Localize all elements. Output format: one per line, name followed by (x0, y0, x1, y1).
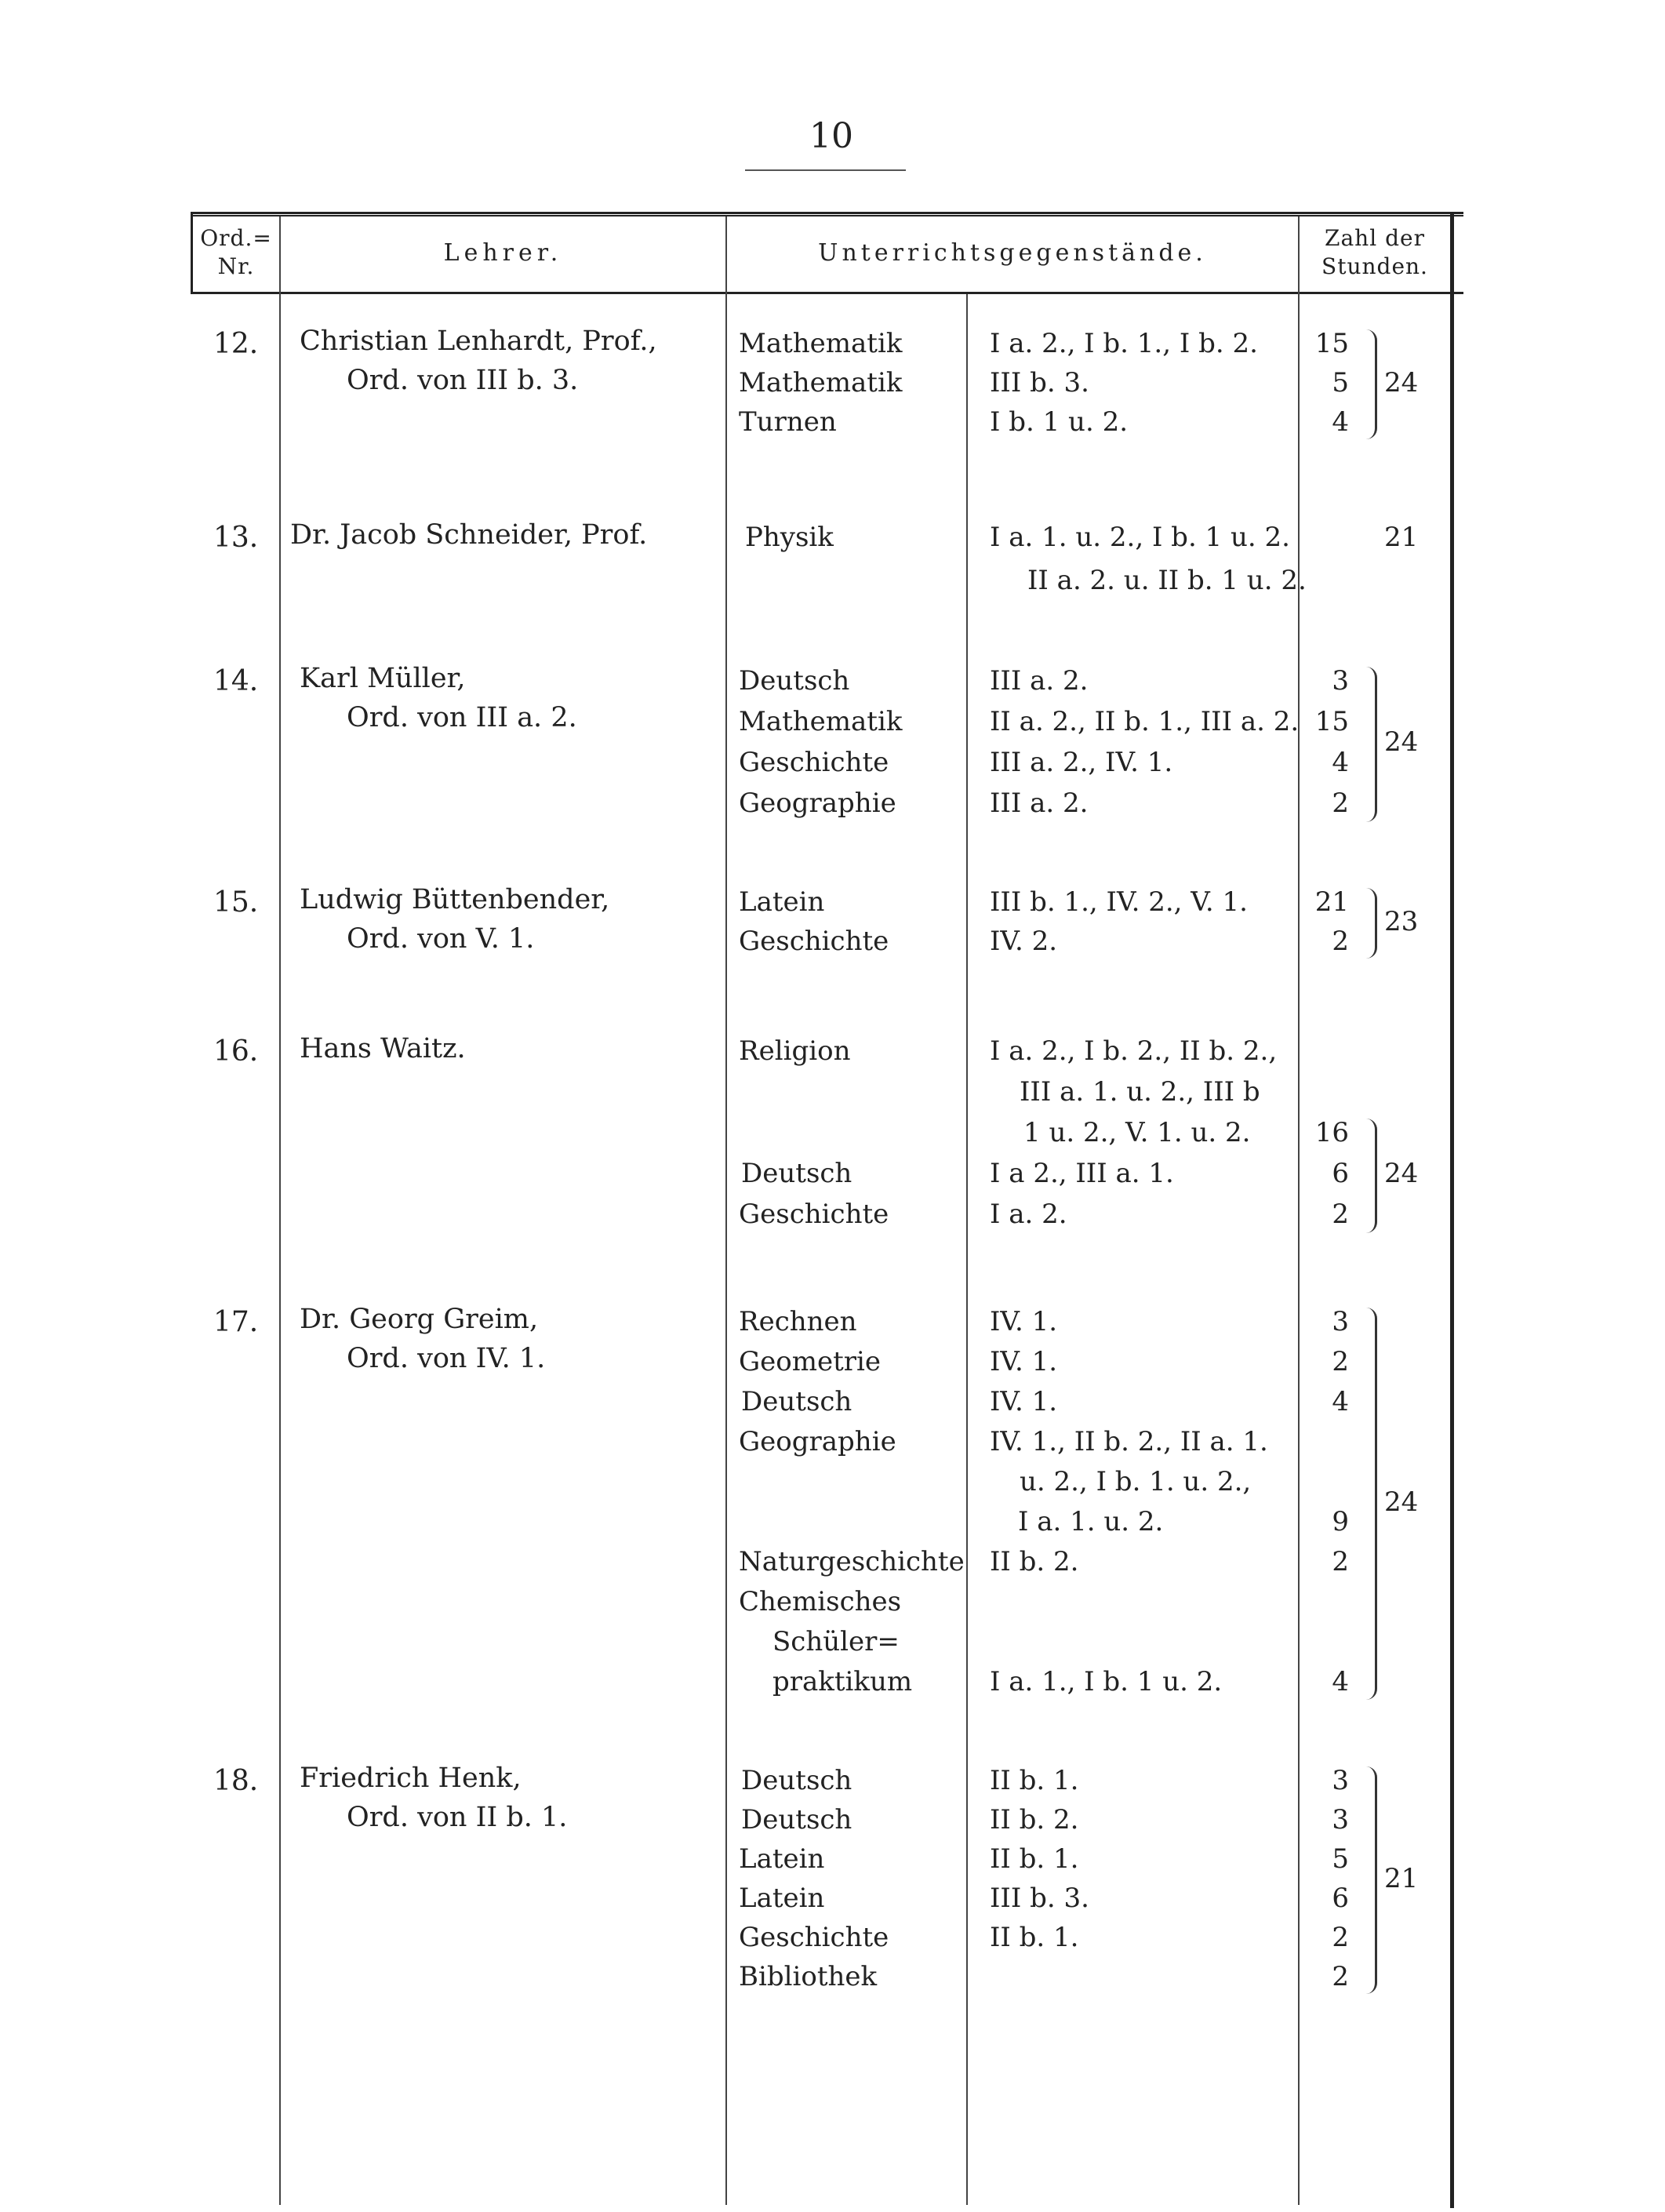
class-cell: IV. 1. (990, 1346, 1058, 1377)
class-cell: u. 2., I b. 1. u. 2., (1020, 1466, 1252, 1497)
hours-cell: 21 (1314, 886, 1349, 918)
hours-cell: 16 (1314, 1117, 1349, 1148)
hours-cell: 4 (1332, 1666, 1349, 1697)
table-right-rule (1450, 212, 1454, 2208)
teacher-name-line1: Christian Lenhardt, Prof., (300, 326, 657, 357)
hours-brace (1363, 888, 1377, 959)
subject-cell: Deutsch (739, 665, 850, 697)
class-cell: I a. 2. (990, 1199, 1067, 1230)
hours-cell: 4 (1332, 406, 1349, 438)
total-hours: 24 (1384, 1486, 1419, 1518)
subject-cell: Geographie (739, 1426, 896, 1457)
class-cell: I a. 2., I b. 2., II b. 2., (990, 1035, 1278, 1067)
teacher-name (290, 515, 647, 555)
class-cell: III a. 2. (990, 665, 1089, 697)
class-cell: II b. 2. (990, 1804, 1079, 1835)
teacher-name-line2: Ord. von II b. 1. (347, 1802, 568, 1833)
table-header-bottom-rule (191, 292, 1463, 294)
hours-cell: 6 (1332, 1883, 1349, 1914)
class-cell: III b. 1., IV. 2., V. 1. (990, 886, 1248, 918)
class-cell: III a. 2., IV. 1. (990, 747, 1173, 778)
class-cell: I a. 1. u. 2. (1018, 1506, 1164, 1537)
hours-cell: 4 (1332, 1386, 1349, 1417)
teacher-name-line1: Ludwig Büttenbender, (300, 884, 610, 915)
total-hours: 23 (1384, 906, 1419, 937)
teacher-name (300, 1300, 545, 1378)
class-cell: III b. 3. (990, 1883, 1089, 1914)
teacher-name (300, 1029, 466, 1068)
subject-cell: Geschichte (739, 747, 889, 778)
total-hours: 24 (1384, 1158, 1419, 1189)
subject-cell: Schüler= (773, 1626, 900, 1657)
class-cell: II b. 1. (990, 1922, 1079, 1953)
column-divider (966, 294, 968, 2205)
hours-cell: 3 (1332, 1804, 1349, 1835)
total-hours: 24 (1384, 726, 1419, 758)
hours-cell: 3 (1332, 665, 1349, 697)
total-hours: 21 (1384, 1863, 1419, 1894)
hours-cell: 2 (1332, 1546, 1349, 1577)
subject-cell: Latein (739, 1843, 825, 1875)
teacher-name-line2: Ord. von III a. 2. (347, 702, 577, 733)
class-cell: II a. 2., II b. 1., III a. 2. (990, 706, 1300, 737)
teacher-name (300, 880, 609, 959)
teacher-name-line1: Dr. Jacob Schneider, Prof. (290, 519, 648, 551)
subject-cell: Geschichte (739, 1199, 889, 1230)
hours-cell: 2 (1332, 1199, 1349, 1230)
column-divider (279, 216, 281, 2205)
page-number-rule (745, 169, 906, 171)
class-cell: IV. 1., II b. 2., II a. 1. (990, 1426, 1268, 1457)
header-teacher: Lehrer. (443, 239, 563, 267)
hours-brace (1363, 1766, 1377, 1994)
class-cell: III a. 1. u. 2., III b (1020, 1076, 1260, 1108)
class-cell: III a. 2. (990, 788, 1089, 819)
teacher-name (300, 659, 577, 737)
subject-cell: Deutsch (741, 1765, 852, 1796)
subject-cell: Latein (739, 1883, 825, 1914)
subject-cell: Physik (745, 522, 834, 553)
hours-cell: 3 (1332, 1765, 1349, 1796)
class-cell: I b. 1 u. 2. (990, 406, 1129, 438)
table-top-rule (191, 212, 1463, 216)
hours-cell: 2 (1332, 1922, 1349, 1953)
subject-cell: Deutsch (741, 1158, 852, 1189)
subject-cell: Turnen (739, 406, 837, 438)
header-subjects: Unterrichtsgegenstände. (818, 239, 1207, 267)
subject-cell: Bibliothek (739, 1961, 878, 1992)
teacher-name-line1: Karl Müller, (300, 663, 466, 694)
class-cell: I a 2., III a. 1. (990, 1158, 1174, 1189)
entry-number: 18. (213, 1765, 259, 1797)
entry-number: 14. (213, 665, 259, 697)
hours-cell: 6 (1332, 1158, 1349, 1189)
subject-cell: Chemisches (739, 1586, 902, 1617)
subject-cell: Deutsch (741, 1386, 852, 1417)
class-cell: III b. 3. (990, 367, 1089, 398)
hours-cell: 5 (1332, 1843, 1349, 1875)
teacher-name-line2: Ord. von III b. 3. (347, 365, 579, 396)
class-cell: I a. 2., I b. 1., I b. 2. (990, 328, 1258, 359)
header-nr (193, 224, 279, 281)
hours-cell: 2 (1332, 926, 1349, 957)
total-hours: 24 (1384, 367, 1419, 398)
hours-brace (1363, 1308, 1377, 1700)
hours-cell: 2 (1332, 1346, 1349, 1377)
entry-number: 16. (213, 1035, 259, 1068)
hours-brace (1363, 667, 1377, 822)
hours-cell: 15 (1314, 706, 1349, 737)
class-cell: I a. 1. u. 2., I b. 1 u. 2. (990, 522, 1290, 553)
header-nr-line2: Nr. (217, 253, 255, 279)
hours-cell: 9 (1332, 1506, 1349, 1537)
class-cell: IV. 1. (990, 1386, 1058, 1417)
page-number: 10 (809, 116, 853, 156)
teacher-name-line2: Ord. von V. 1. (347, 923, 535, 955)
header-hours-line1: Zahl der (1325, 225, 1425, 251)
header-hours (1300, 224, 1450, 281)
hours-brace (1363, 1119, 1377, 1233)
entry-number: 13. (213, 522, 259, 554)
subject-cell: Rechnen (739, 1306, 857, 1337)
subject-cell: Geschichte (739, 926, 889, 957)
header-nr-line1: Ord.= (200, 225, 272, 251)
subject-cell: Geographie (739, 788, 896, 819)
teacher-name-line1: Friedrich Henk, (300, 1763, 522, 1794)
hours-cell: 3 (1332, 1306, 1349, 1337)
entry-number: 17. (213, 1306, 259, 1338)
header-hours-line2: Stunden. (1321, 253, 1428, 279)
class-cell: II b. 2. (990, 1546, 1079, 1577)
subject-cell: Deutsch (741, 1804, 852, 1835)
class-cell: II b. 1. (990, 1765, 1079, 1796)
subject-cell: Religion (739, 1035, 851, 1067)
teacher-name-line1: Dr. Georg Greim, (300, 1304, 539, 1335)
column-divider (725, 216, 727, 2205)
subject-cell: Naturgeschichte (739, 1546, 965, 1577)
subject-cell: Mathematik (739, 367, 903, 398)
teacher-name (300, 1759, 567, 1837)
subject-cell: Mathematik (739, 328, 903, 359)
teacher-name-line1: Hans Waitz. (300, 1033, 466, 1064)
class-cell: 1 u. 2., V. 1. u. 2. (1023, 1117, 1251, 1148)
class-cell: IV. 1. (990, 1306, 1058, 1337)
hours-cell: 5 (1332, 367, 1349, 398)
subject-cell: Latein (739, 886, 825, 918)
subject-cell: Geometrie (739, 1346, 882, 1377)
subject-cell: Mathematik (739, 706, 903, 737)
teacher-name (300, 322, 657, 400)
hours-cell: 15 (1314, 328, 1349, 359)
entry-number: 12. (213, 328, 259, 360)
hours-cell: 2 (1332, 1961, 1349, 1992)
entry-number: 15. (213, 886, 259, 919)
total-hours: 21 (1384, 522, 1419, 553)
subject-cell: praktikum (773, 1666, 913, 1697)
class-cell: IV. 2. (990, 926, 1058, 957)
hours-cell: 4 (1332, 747, 1349, 778)
class-cell: II b. 1. (990, 1843, 1079, 1875)
class-cell: I a. 1., I b. 1 u. 2. (990, 1666, 1223, 1697)
hours-cell: 2 (1332, 788, 1349, 819)
column-divider (1298, 216, 1300, 2205)
subject-cell: Geschichte (739, 1922, 889, 1953)
hours-brace (1363, 329, 1377, 439)
class-cell: II a. 2. u. II b. 1 u. 2. (1027, 565, 1307, 596)
teacher-name-line2: Ord. von IV. 1. (347, 1343, 546, 1374)
